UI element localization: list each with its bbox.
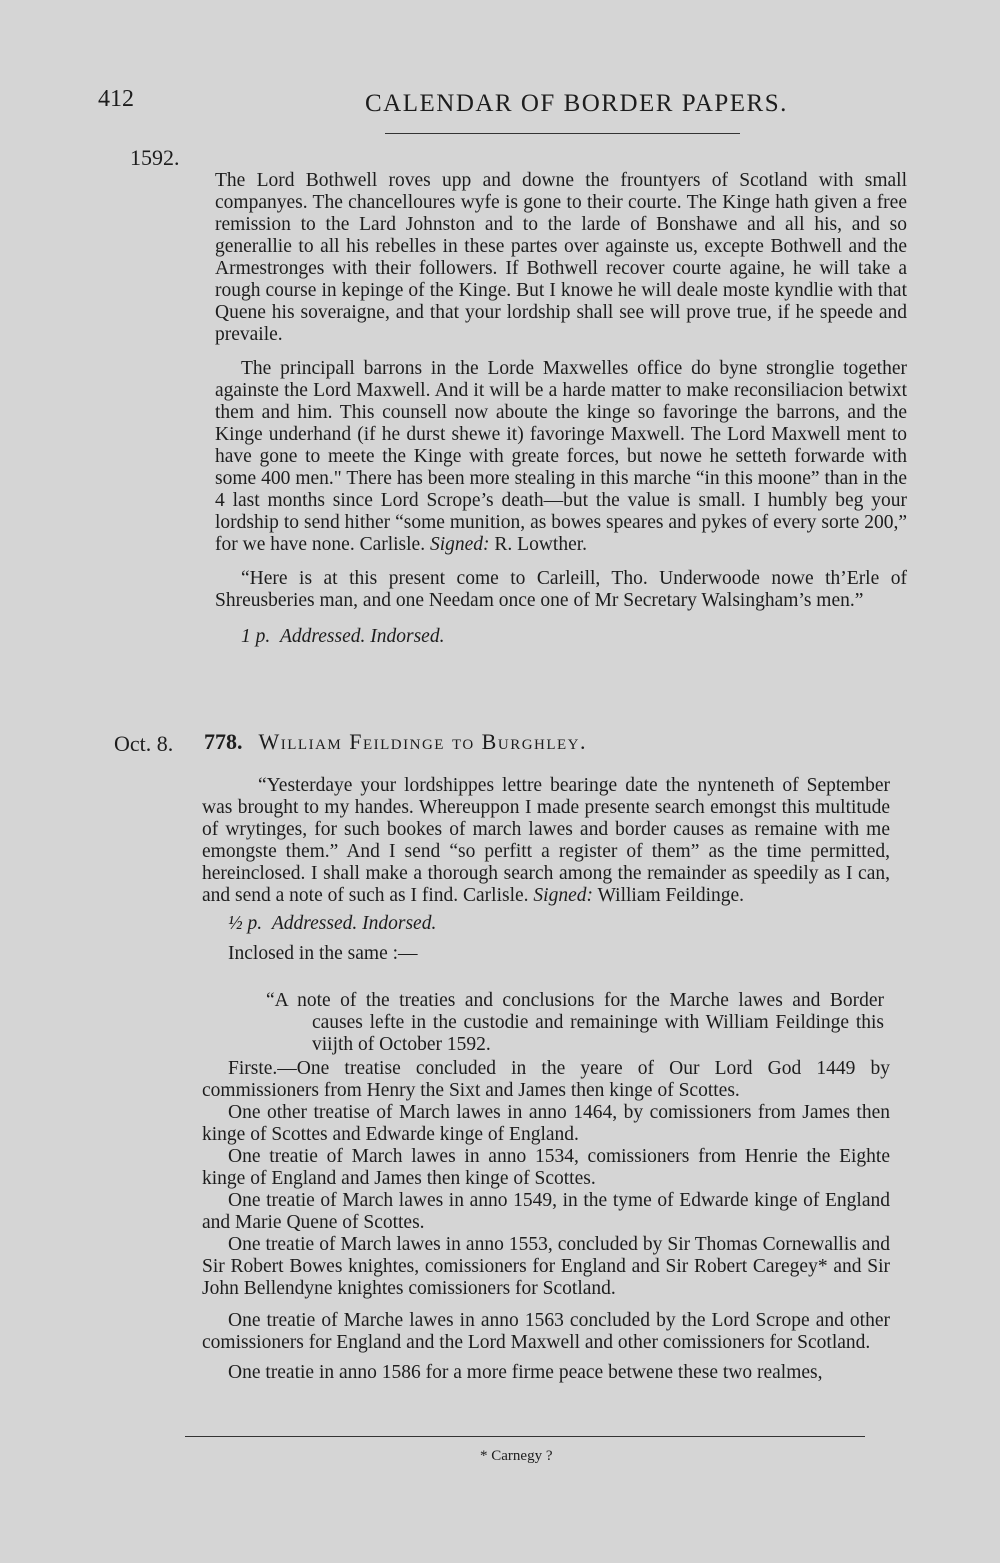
enclosure-heading: “A note of the treaties and conclusions for the Marche lawes and Border causes lefte in the custodie and remaininge with William Feildinge this viijth of October 1592. <box>266 990 884 1055</box>
list-item: One treatie of March lawes in anno 1534, comissioners from Henrie the Eighte kinge of England and James then kinge of Scottes. <box>202 1146 890 1189</box>
footnote-rule <box>185 1436 865 1437</box>
paragraph: The principall barrons in the Lorde Maxwelles office do byne stronglie together againste the Lord Maxwell. And it will be a harde matter to make reconsiliacion betwixt them and him. This counsell now aboute the kinge so favoringe the barrons, and the Kinge underhand (if he durst shewe it) favoringe Maxwell. The Lord Maxwell ment to have gone to meete the Kinge with greate forces, but nowe he setteth forwarde with some 400 men." There has been more stealing in this marche “in this moone” than in the 4 last months since Lord Scrope’s death—but the value is small. I humbly beg your lordship to send hither “some munition, as bowes speares and pykes of every sorte 200,” for we have none. Carlisle. Signed: R. Lowther. <box>215 358 907 555</box>
list-item: One treatie in anno 1586 for a more firme peace betwene these two realmes, <box>228 1362 823 1383</box>
paragraph: “Yesterdaye your lordshippes lettre bearinge date the nynteneth of September was brought to my handes. Whereuppon I made presente search emongst this multitude of wrytinges, for such bookes of march lawes and border causes as remaine with me emongste them.” And I send “so perfitt a register of them” as the time permitted, hereinclosed. I shall make a thorough search among the remainder as speedily as I can, and send a note of such as I find. Carlisle. Signed: William Feildinge. <box>202 775 890 906</box>
list-item: One treatie of March lawes in anno 1549, in the tyme of Edwarde kinge of England and Marie Quene of Scottes. <box>202 1190 890 1233</box>
page-number: 412 <box>98 86 134 112</box>
footnote: * Carnegy ? <box>480 1448 553 1464</box>
list-item: One treatie of March lawes in anno 1553, concluded by Sir Thomas Cornewallis and Sir Robert Bowes knightes, comissioners for England and Sir Robert Caregey* and Sir John Bellendyne knightes comissioners for Scotland. <box>202 1234 890 1299</box>
paragraph: ½ p. Addressed. Indorsed. <box>228 913 437 934</box>
enclosure-list <box>202 1058 890 1384</box>
running-title: CALENDAR OF BORDER PAPERS. <box>365 90 788 117</box>
section1-text <box>215 170 907 648</box>
header-rule <box>385 133 740 134</box>
paragraph: 1 p. Addressed. Indorsed. <box>241 626 445 647</box>
margin-date: Oct. 8. <box>114 731 174 756</box>
entry-number: 778. <box>204 729 243 754</box>
entry-title: William Feildinge to Burghley. <box>258 729 588 754</box>
entry-heading <box>204 729 587 755</box>
paragraph: Inclosed in the same :— <box>228 943 418 964</box>
paragraph: “Here is at this present come to Carleill, Tho. Underwoode nowe th’Erle of Shreusberies man, and one Needam once one of Mr Secretary Walsingham’s men.” <box>215 568 907 611</box>
section2-text <box>202 775 890 965</box>
margin-year: 1592. <box>130 145 180 170</box>
paragraph: The Lord Bothwell roves upp and downe the frountyers of Scotland with small companyes. The chancelloures wyfe is gone to their courte. The Kinge hath given a free remission to the Lard Johnston and to the larde of Bonshawe and all his, and so generallie to all his rebelles in these partes over againste us, excepte Bothwell and the Armestronges with their followers. If Bothwell recover courte againe, he will take a rough course in kepinge of the Kinge. But I knowe he will deale moste kyndlie with that Quene his soveraigne, and that your lordship shall see will prove true, if he speede and prevaile. <box>215 170 907 345</box>
list-item: One treatie of Marche lawes in anno 1563 concluded by the Lord Scrope and other comissioners for England and the Lord Maxwell and other comissioners for Scotland. <box>202 1310 890 1353</box>
list-item: One other treatise of March lawes in anno 1464, by comissioners from James then kinge of Scottes and Edwarde kinge of England. <box>202 1102 890 1145</box>
list-item: Firste.—One treatise concluded in the yeare of Our Lord God 1449 by commissioners from Henry the Sixt and James then kinge of Scottes. <box>202 1058 890 1101</box>
